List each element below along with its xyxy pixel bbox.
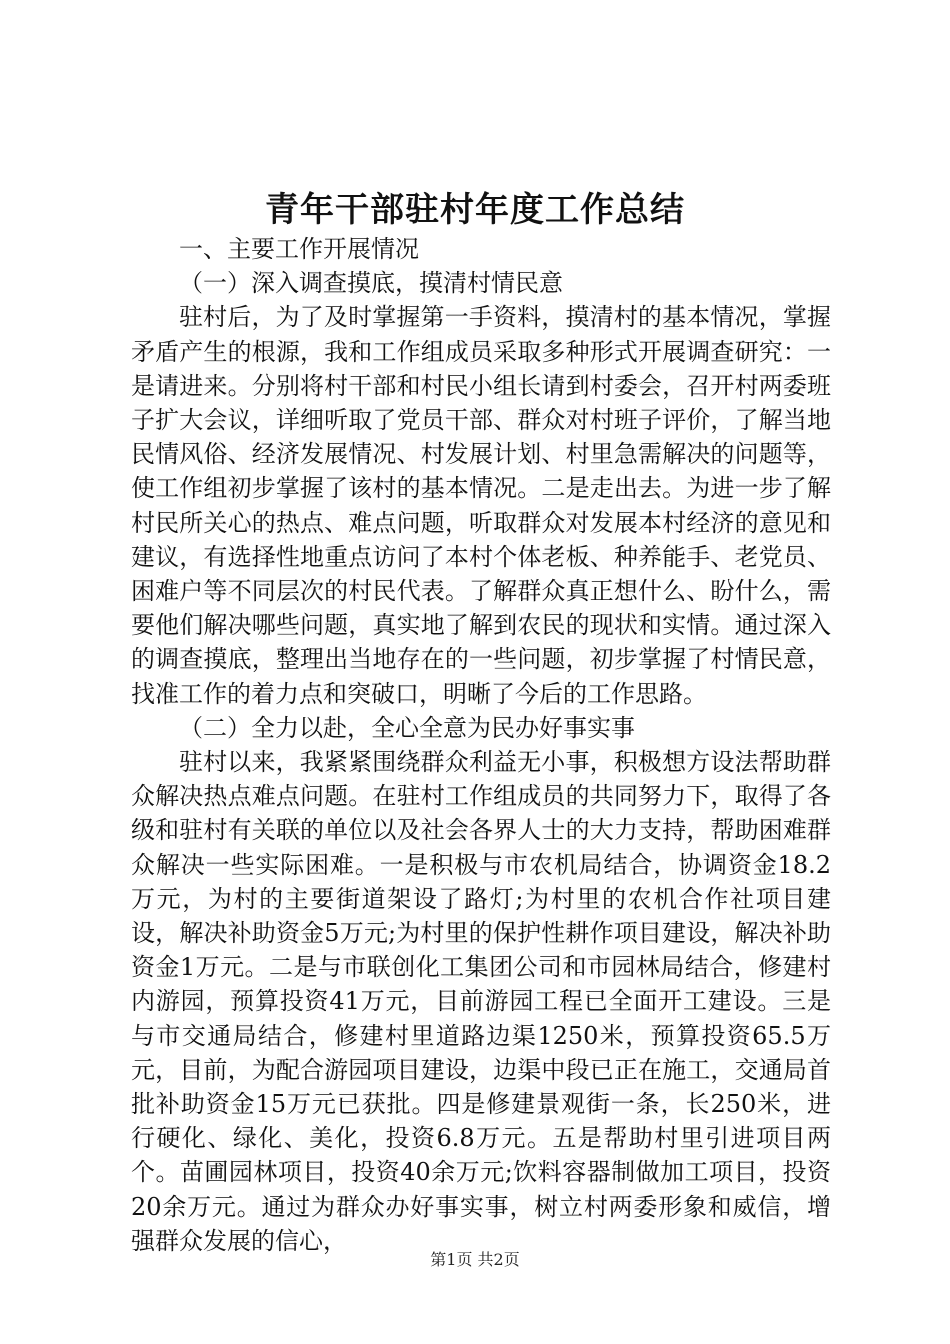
paragraph-practical-work: 驻村以来，我紧紧围绕群众利益无小事，积极想方设法帮助群众解决热点难点问题。在驻村工作组成员的共同努力下，取得了各级和驻村有关联的单位以及社会各界人士的大力支持，帮助困难群众解决一些实际困难。一是积极与市农机局结合，协调资金18.2万元，为村的主要街道架设了路灯;为村里的农机合作社项目建设，解决补助资金5万元;为村里的保护性耕作项目建设，解决补助资金1万元。二是与市联创化工集团公司和市园林局结合，修建村内游园，预算投资41万元，目前游园工程已全面开工建设。三是与市交通局结合，修建村里道路边渠1250米，预算投资65.5万元，目前，为配合游园项目建设，边渠中段已正在施工，交通局首批补助资金15万元已获批。四是修建景观街一条，长250米，进行硬化、绿化、美化，投资6.8万元。五是帮助村里引进项目两个。苗圃园林项目，投资40余万元;饮料容器制做加工项目，投资20余万元。通过为群众办好事实事，树立村两委形象和威信，增强群众发展的信心，: [131, 748, 831, 1255]
subsection-heading-practical-work: （二）全力以赴，全心全意为民办好事实事: [179, 713, 635, 742]
page-number-footer: 第1页 共2页: [430, 1250, 520, 1269]
document-title: 青年干部驻村年度工作总结: [265, 190, 685, 230]
subsection-heading-investigation: （一）深入调查摸底，摸清村情民意: [179, 269, 563, 298]
section-heading-main-work: 一、主要工作开展情况: [179, 235, 419, 263]
paragraph-investigation: 驻村后，为了及时掌握第一手资料，摸清村的基本情况，掌握矛盾产生的根源，我和工作组成员采取多种形式开展调查研究：一是请进来。分别将村干部和村民小组长请到村委会，召开村两委班子扩大会议，详细听取了党员干部、群众对村班子评价，了解当地民情风俗、经济发展情况、村发展计划、村里急需解决的问题等，使工作组初步掌握了该村的基本情况。二是走出去。为进一步了解村民所关心的热点、难点问题，听取群众对发展本村经济的意见和建议，有选择性地重点访问了本村个体老板、种养能手、老党员、困难户等不同层次的村民代表。了解群众真正想什么、盼什么，需要他们解决哪些问题，真实地了解到农民的现状和实情。通过深入的调查摸底，整理出当地存在的一些问题，初步掌握了村情民意，找准工作的着力点和突破口，明晰了今后的工作思路。: [131, 303, 831, 708]
document-body: [131, 232, 831, 1258]
